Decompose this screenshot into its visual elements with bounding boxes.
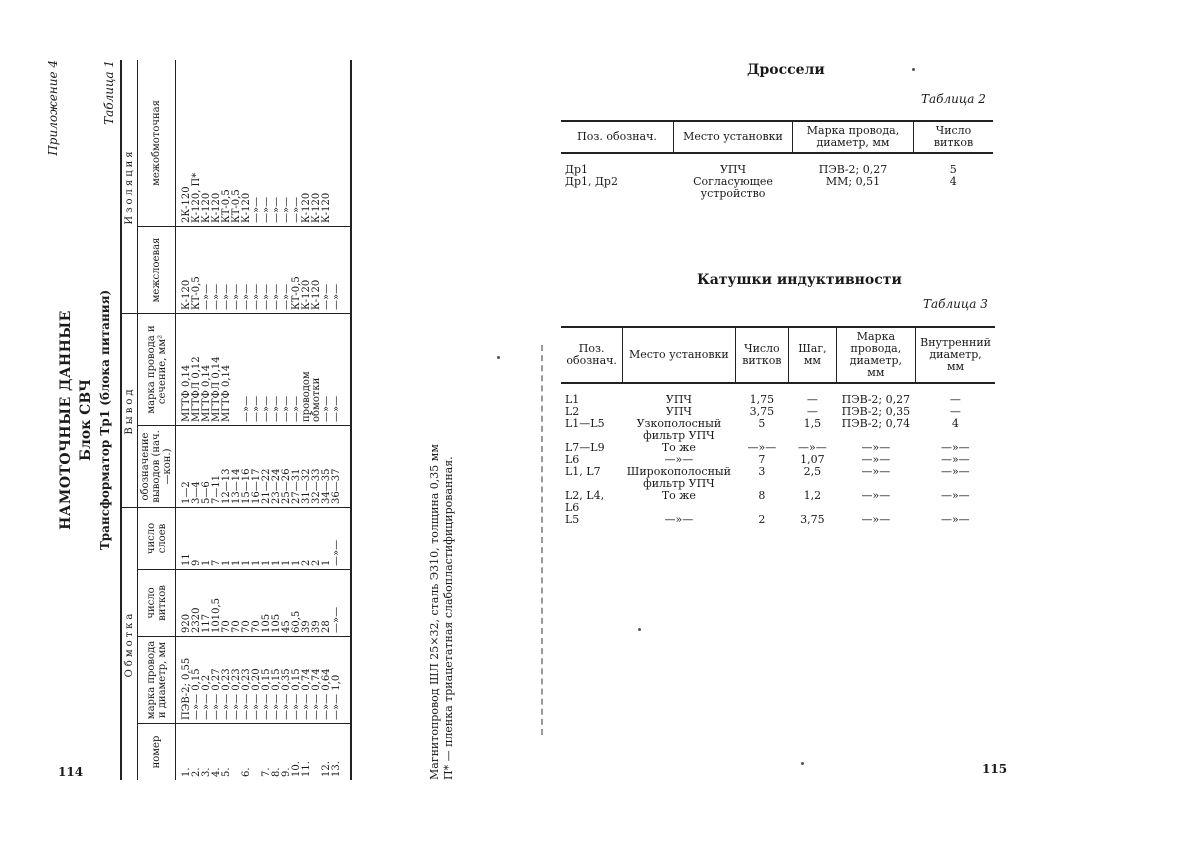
cell-place: УПЧ [665, 405, 692, 418]
col-header-wire: Марка провода, диаметр, мм [836, 327, 916, 383]
cell-turns: 45 [282, 570, 292, 637]
cell-wire: —»— 0,15 [272, 637, 282, 724]
cell-turns: 5 [949, 163, 957, 176]
cell-turns: 70 [232, 570, 242, 637]
cell-turns: —»— [332, 570, 351, 637]
transformer-title: Трансформатор Тр1 (блока питания) [98, 289, 112, 551]
cell-number: 10. [291, 761, 302, 777]
cell-wire: —»— 0,15 [192, 637, 202, 724]
cell-lead-marking: 12—13 [222, 426, 232, 508]
cell-layers: 1 [272, 508, 282, 570]
cell-turns: 4 [949, 175, 957, 188]
cell-pos: L1, L7 [565, 465, 601, 478]
cell-lead-wire: —»— [332, 314, 351, 426]
table-row [561, 490, 995, 514]
cell-interwinding [332, 60, 351, 227]
cell-interwinding: К-120 [322, 60, 332, 227]
cell-wire: —»— 0,23 [232, 637, 242, 724]
cell-interwinding: —»— [262, 60, 272, 227]
cell-interlayer: —»— [272, 227, 282, 314]
table-3-label: Таблица 3 [923, 297, 988, 311]
cell-turns: 60,5 [292, 570, 302, 637]
cell-pos: L2, L4, L6 [565, 489, 605, 514]
table-row [561, 176, 993, 200]
cell-interwinding: КТ-0,5 [232, 60, 242, 227]
cell-pos: L5 [565, 513, 580, 526]
cell-diameter: —»— [940, 465, 970, 478]
cell-layers: 1 [232, 508, 242, 570]
page-number-right: 115 [982, 762, 1008, 776]
cell-lead-wire: —»— [292, 314, 302, 426]
cell-interlayer: КТ-0,5 [192, 227, 202, 314]
cell-lead-marking: 34—35 [322, 426, 332, 508]
cell-turns: 117 [202, 570, 212, 637]
cell-wire: —»— 0,23 [222, 637, 232, 724]
rotated-table-block [40, 60, 500, 780]
cell-pos: Др1, Др2 [565, 175, 618, 188]
cell-pos: L7—L9 [565, 441, 605, 454]
block-subtitle: Блок СВЧ [78, 379, 94, 461]
cell-interlayer: —»— [232, 227, 242, 314]
cell-lead-marking: 7—11 [212, 426, 222, 508]
cell-wire: —»— 0,20 [252, 637, 262, 724]
scan-speck [497, 356, 500, 359]
cell-turns: —»— [747, 441, 777, 454]
cell-interwinding: К-120, П* [192, 60, 202, 227]
appendix-label: Приложение 4 [46, 60, 60, 156]
col-header-number: номер [138, 724, 176, 781]
cell-wire: ПЭВ-2; 0,27 [841, 393, 911, 406]
cell-interwinding: —»— [252, 60, 262, 227]
table-row [561, 514, 995, 526]
cell-place: —»— [664, 453, 694, 466]
group-header-lead: Вывод [121, 314, 138, 508]
cell-interwinding: КТ-0,5 [222, 60, 232, 227]
table-2-label: Таблица 2 [921, 92, 986, 106]
winding-data-table [120, 60, 352, 780]
cell-layers: 1 [292, 508, 302, 570]
cell-interwinding: —»— [282, 60, 292, 227]
col-header-layers: число слоев [138, 508, 176, 570]
cell-number: 3. [201, 767, 212, 777]
cell-interlayer: К-120 [176, 227, 193, 314]
table-row [561, 418, 995, 442]
cell-layers: 1 [322, 508, 332, 570]
cell-lead-marking: 16—17 [252, 426, 262, 508]
cell-layers: 1 [282, 508, 292, 570]
cell-diameter: —»— [940, 513, 970, 526]
col-header-wire: Марка провода, диаметр, мм [793, 121, 914, 153]
table-row [561, 466, 995, 490]
cell-lead-marking: 1—2 [176, 426, 193, 508]
col-header-turns: Число витков [914, 121, 994, 153]
cell-pitch: — [806, 393, 818, 406]
left-page [0, 0, 545, 863]
cell-wire: —»— 0,15 [262, 637, 272, 724]
cell-diameter: — [949, 393, 961, 406]
cell-layers: 1 [202, 508, 212, 570]
cell-wire: —»— 0,2 [202, 637, 212, 724]
cell-wire: —»— [861, 513, 891, 526]
cell-wire: —»— 0,15 [292, 637, 302, 724]
cell-lead-wire: —»— [262, 314, 272, 426]
cell-turns: 8 [758, 489, 766, 502]
cell-place: Широкополосный фильтр УПЧ [626, 465, 731, 490]
cell-diameter: — [949, 405, 961, 418]
col-header-lead-marking: обозначение выводов (нач.—кон.) [138, 426, 176, 508]
cell-number: 12. [321, 761, 332, 777]
cell-number: 7. [261, 767, 272, 777]
page-number-left: 114 [58, 765, 84, 779]
scan-speck [638, 628, 641, 631]
cell-lead-marking: 27—31 [292, 426, 302, 508]
cell-interlayer: —»— [212, 227, 222, 314]
cell-lead-wire: МГТФ 0,14 [176, 314, 193, 426]
group-header-winding: Обмотка [121, 508, 138, 781]
cell-number: 8. [271, 767, 282, 777]
cell-interwinding: —»— [292, 60, 302, 227]
cell-layers: —»— [332, 508, 351, 570]
cell-wire: —»— [861, 453, 891, 466]
cell-turns: 1,75 [749, 393, 775, 406]
cell-wire: ПЭВ-2; 0,35 [841, 405, 911, 418]
cell-place: То же [661, 441, 696, 454]
cell-turns: 70 [252, 570, 262, 637]
cell-place: То же [661, 489, 696, 502]
cell-number: 11. [301, 761, 312, 777]
cell-place: УПЧ [719, 163, 747, 176]
cell-number: 4. [211, 767, 222, 777]
cell-wire: —»— 0,27 [212, 637, 222, 724]
cell-wire: ПЭВ-2; 0,55 [176, 637, 193, 724]
cell-pitch: 3,75 [800, 513, 825, 526]
cell-turns: 39 [312, 570, 322, 637]
cell-interlayer: —»— [252, 227, 262, 314]
cell-turns: 3 [758, 465, 766, 478]
cell-lead-marking: 13—14 [232, 426, 242, 508]
cell-wire: —»— 0,64 [322, 637, 332, 724]
cell-turns: 1010,5 [212, 570, 222, 637]
cell-wire: —»— 1,0 [332, 637, 351, 724]
col-header-pos: Поз. обознач. [561, 327, 623, 383]
cell-lead-wire: —»— [282, 314, 292, 426]
cell-lead-wire: МГТФ 0,14 [202, 314, 212, 426]
cell-lead-wire: МГТФЛ 0,14 [212, 314, 222, 426]
cell-turns: 2320 [192, 570, 202, 637]
cell-turns: 70 [242, 570, 252, 637]
cell-lead-marking: 25—26 [282, 426, 292, 508]
col-header-lead-wire: марка провода и сечение, мм² [138, 314, 176, 426]
footnote-core: Магнитопровод ШЛ 25×32, сталь Э310, толщина 0,35 мм [428, 444, 441, 780]
cell-diameter: 4 [951, 417, 959, 430]
cell-interwinding: К-120 [242, 60, 252, 227]
chokes-heading: Дроссели [747, 62, 825, 78]
cell-layers: 2 [302, 508, 312, 570]
cell-turns: 3,75 [749, 405, 775, 418]
cell-interlayer: —»— [332, 227, 351, 314]
cell-lead-marking: 3—4 [192, 426, 202, 508]
cell-diameter: —»— [940, 453, 970, 466]
cell-wire: ММ; 0,51 [825, 175, 881, 188]
cell-lead-wire: проводом [302, 314, 312, 426]
cell-turns: 7 [758, 453, 766, 466]
cell-lead-marking: 31—32 [302, 426, 312, 508]
cell-wire: —»— 0,23 [242, 637, 252, 724]
cell-pitch: 1,5 [803, 417, 822, 430]
scan-speck [801, 762, 804, 765]
table-row [561, 383, 995, 406]
cell-wire: ПЭВ-2; 0,27 [818, 163, 888, 176]
cell-number: 6. [241, 767, 252, 777]
cell-interlayer: —»— [222, 227, 232, 314]
table-row [561, 442, 995, 454]
cell-interwinding: —»— [272, 60, 282, 227]
cell-layers: 1 [242, 508, 252, 570]
cell-place: Согласующее устройство [693, 175, 773, 200]
col-header-pitch: Шаг, мм [789, 327, 836, 383]
page-spine [541, 345, 543, 735]
cell-layers: 1 [262, 508, 272, 570]
cell-wire: —»— 0,35 [282, 637, 292, 724]
cell-interlayer: —»— [242, 227, 252, 314]
cell-interwinding: К-120 [202, 60, 212, 227]
cell-layers: 1 [252, 508, 262, 570]
col-header-interlayer: межслоевая [138, 227, 176, 314]
winding-table-body [176, 60, 352, 780]
cell-number: 9. [281, 767, 292, 777]
table-1-label: Таблица 1 [102, 60, 116, 125]
cell-turns: 28 [322, 570, 332, 637]
coils-table [561, 326, 995, 526]
table-row [176, 60, 193, 780]
right-page [545, 0, 1200, 863]
cell-wire: —»— [861, 489, 891, 502]
cell-wire: ПЭВ-2; 0,74 [841, 417, 911, 430]
cell-lead-marking: 5—6 [202, 426, 212, 508]
cell-lead-wire: МГТФ 0,14 [222, 314, 232, 426]
cell-number: 1. [181, 767, 192, 777]
col-header-interwinding: межобмоточная [138, 60, 176, 227]
col-header-inner-diameter: Внутренний диаметр, мм [916, 327, 995, 383]
cell-lead-wire: —»— [252, 314, 262, 426]
cell-number: 2. [191, 767, 202, 777]
table-row [332, 60, 351, 780]
cell-diameter: —»— [940, 441, 970, 454]
cell-interlayer: —»— [262, 227, 272, 314]
cell-wire: —»— [861, 441, 891, 454]
cell-pitch: —»— [798, 441, 827, 454]
col-header-wire: марка провода и диаметр, мм [138, 637, 176, 724]
cell-turns: 105 [272, 570, 282, 637]
col-header-pos: Поз. обознач. [561, 121, 674, 153]
col-header-turns: Число витков [735, 327, 789, 383]
cell-layers: 11 [176, 508, 193, 570]
cell-layers: 9 [192, 508, 202, 570]
cell-lead-wire: —»— [242, 314, 252, 426]
cell-interwinding: 2К-120 [176, 60, 193, 227]
cell-interwinding: К-120 [312, 60, 322, 227]
cell-pos: L1—L5 [565, 417, 605, 430]
cell-lead-marking: 23—24 [272, 426, 282, 508]
group-header-insulation: Изоляция [121, 60, 138, 314]
footnote-film: П* — пленка триацетатная слабопластифицированная. [442, 456, 455, 780]
page-title: НАМОТОЧНЫЕ ДАННЫЕ [58, 310, 74, 530]
cell-layers: 7 [212, 508, 222, 570]
cell-layers: 2 [312, 508, 322, 570]
cell-lead-wire: обмотки [312, 314, 322, 426]
table-row [561, 153, 993, 176]
cell-pos: L2 [565, 405, 580, 418]
cell-wire: —»— [861, 465, 891, 478]
table-row [561, 406, 995, 418]
col-header-place: Место установки [674, 121, 793, 153]
cell-lead-wire: МГТФЛ 0,12 [192, 314, 202, 426]
cell-turns: 2 [758, 513, 766, 526]
cell-lead-marking: 32—33 [312, 426, 322, 508]
cell-turns: 5 [758, 417, 766, 430]
col-header-place: Место установки [623, 327, 735, 383]
cell-interlayer: К-120 [312, 227, 322, 314]
cell-interwinding: К-120 [302, 60, 312, 227]
cell-pitch: — [806, 405, 818, 418]
cell-lead-marking: 15—16 [242, 426, 252, 508]
scan-speck [912, 68, 915, 71]
cell-lead-wire: —»— [322, 314, 332, 426]
cell-turns: 39 [302, 570, 312, 637]
cell-pitch: 2,5 [803, 465, 822, 478]
cell-place: Узкополосный фильтр УПЧ [636, 417, 722, 442]
cell-number: 5. [221, 767, 232, 777]
cell-pos: L1 [565, 393, 580, 406]
cell-interlayer: —»— [322, 227, 332, 314]
cell-pitch: 1,07 [800, 453, 825, 466]
coils-heading: Катушки индуктивности [697, 272, 902, 288]
cell-interlayer: К-120 [302, 227, 312, 314]
cell-lead-marking: 36—37 [332, 426, 351, 508]
cell-wire: —»— 0,74 [302, 637, 312, 724]
cell-turns: 70 [222, 570, 232, 637]
cell-place: УПЧ [665, 393, 692, 406]
cell-interlayer: —»— [202, 227, 212, 314]
cell-turns: 105 [262, 570, 272, 637]
cell-interlayer: —»— [282, 227, 292, 314]
cell-interlayer: КТ-0,5 [292, 227, 302, 314]
cell-interwinding: К-120 [212, 60, 222, 227]
chokes-table [561, 120, 993, 200]
col-header-turns: число витков [138, 570, 176, 637]
cell-pos: Др1 [565, 163, 588, 176]
cell-turns: 920 [176, 570, 193, 637]
cell-number: 13. [332, 724, 351, 781]
cell-pos: L6 [565, 453, 580, 466]
cell-diameter: —»— [940, 489, 970, 502]
cell-wire: —»— 0,74 [312, 637, 322, 724]
cell-layers: 1 [222, 508, 232, 570]
cell-lead-wire: —»— [272, 314, 282, 426]
cell-lead-marking: 21—22 [262, 426, 272, 508]
cell-place: —»— [664, 513, 694, 526]
cell-pitch: 1,2 [803, 489, 822, 502]
